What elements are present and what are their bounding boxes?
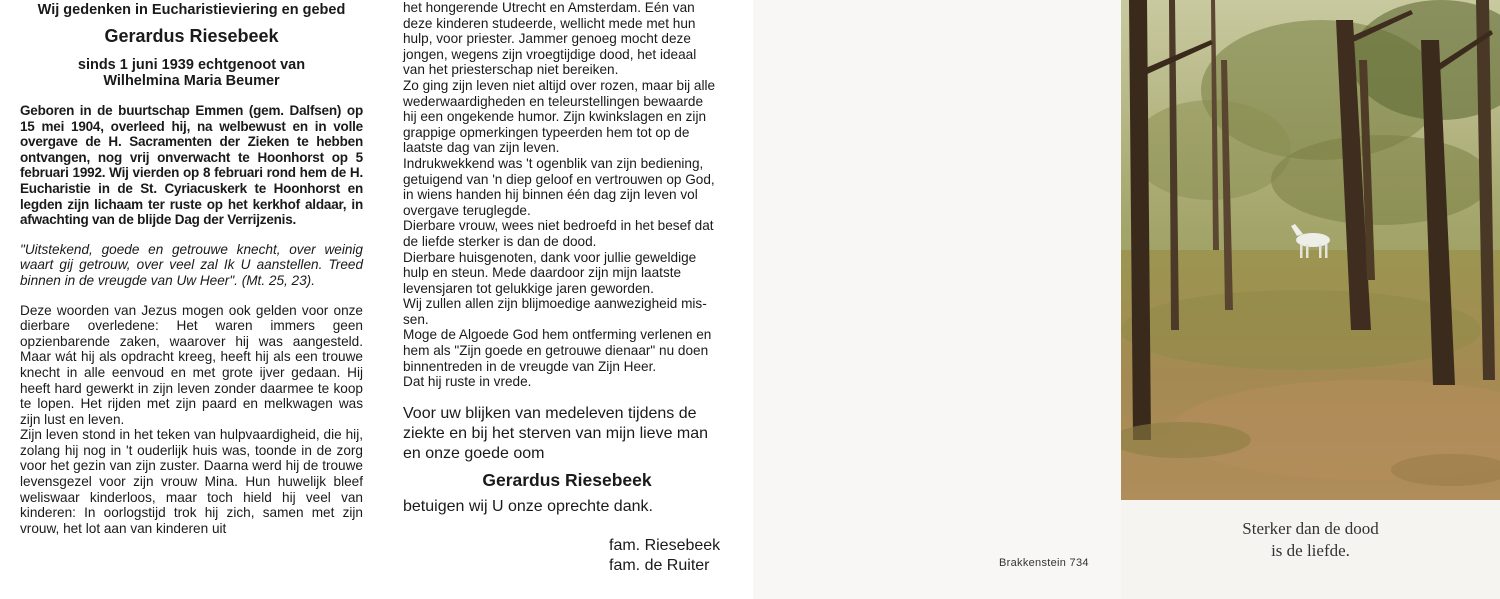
thanks-line-2: ziekte en bij het sterven van mijn lieve man (403, 424, 709, 442)
eulogy-line: grappige opmerkingen typeerden hem tot op de (403, 124, 690, 140)
bible-quote: "Uitstekend, goede en getrouwe knecht, over weinig waart gij getrouw, over veel zal Ik U aanstellen. Treed binnen in de vreugde van Uw Heer". (Mt. 25, 23). (20, 241, 363, 288)
eulogy-line: Dierbare huisgenoten, dank voor jullie geweldige (403, 249, 697, 265)
eulogy-line: getuigend van 'n diep geloof en vertrouwen op God, (403, 171, 715, 187)
eulogy-line: hulp, voor priester. Jammer genoeg mocht deze (403, 31, 691, 47)
eulogy-line: de liefde sterker is dan de dood. (403, 233, 597, 249)
eulogy-line: Indrukwekkend was 't ogenblik van zijn bediening, (403, 155, 704, 171)
thanks-closing: betuigen wij U onze oprechte dank. (403, 497, 653, 515)
card-panel-front (1121, 0, 1500, 599)
eulogy-line: Moge de Algoede God hem ontferming verlenen en (403, 327, 712, 343)
eulogy-line: jongen, wegens zijn vroegtijdige dood, het ideaal (403, 46, 697, 62)
deceased-name: Gerardus Riesebeek (104, 26, 279, 46)
eulogy-line: hij een ongekende humor. Zijn kwinkslagen en zijn (403, 109, 707, 125)
eulogy-paragraph-2: Zijn leven stond in het teken van hulpvaardigheid, die hij, zolang hij nog in 't ouderlijk huis was, toonde in de zorg voor het gezin van zijn zuster. Daarna werd hij de trouwe levensgezel voor zijn vrouw Mina. Hun huwelijk bleef weliswaar kinderloos, maar toch hield hij veel van kinderen: In oorlogstijd trok hij zich, samen met zijn vrouw, het lot aan van kinderen uit (20, 427, 363, 536)
thanks-text (403, 404, 731, 464)
eulogy-line: wederwaardigheden en teleurstellingen bewaarde (403, 93, 704, 109)
marriage-line-2: Wilhelmina Maria Beumer (103, 73, 280, 89)
family-name-1: fam. Riesebeek (609, 537, 721, 554)
card-panel-middle (375, 0, 753, 599)
eulogy-line: het hongerende Utrecht en Amsterdam. Eén van (403, 0, 695, 15)
memorial-header: Wij gedenken in Eucharistieviering en gebed (37, 2, 346, 18)
thanks-line-1: Voor uw blijken van medeleven tijdens de (403, 404, 697, 422)
eulogy-paragraph-1: Deze woorden van Jezus mogen ook gelden voor onze dierbare overledene: Het waren immers geen opzienbarende zaken, waarover hij was aangesteld. Maar wát hij als opdracht kreeg, heeft hij als een trouwe knecht in alle eenvoud en met grote ijver gedaan. Hij heeft hard gewerkt in zijn leven zonder daarmee te koop te lopen. Het rijden met zijn paard en melkwagen was zijn lust en leven. (20, 302, 363, 427)
biography-paragraph: Geboren in de buurtschap Emmen (gem. Dalfsen) op 15 mei 1904, overleed hij, na welbewust en in volle overgave de H. Sacramenten der Zieken te hebben ontvangen, nog vrij onverwacht te Hoonhorst op 5 februari 1992. Wij vierden op 8 februari rond hem de H. Eucharistie in de St. Cyriacuskerk te Hoonhorst en legden zijn lichaam ter ruste op het kerkhof aldaar, in afwachting van de blijde Dag der Verrijzenis. (20, 103, 363, 228)
thanks-line-3: en onze goede oom (403, 444, 545, 462)
family-name-2: fam. de Ruiter (609, 557, 710, 574)
eulogy-line: overgave teruglegde. (403, 202, 531, 218)
caption-line-2: is de liefde. (1271, 541, 1350, 560)
eulogy-line: laatste dag van zijn leven. (403, 140, 560, 156)
card-panel-left (0, 0, 375, 599)
eulogy-line: hulp en steun. Mede daardoor zijn mijn laatste (403, 265, 682, 281)
card-panel-back (753, 0, 1121, 599)
eulogy-line: Wij zullen allen zijn blijmoedige aanwezigheid mis- (403, 296, 707, 312)
deceased-name-repeat: Gerardus Riesebeek (482, 469, 652, 490)
forest-horse-photo (1121, 0, 1500, 500)
eulogy-line: levensjaren tot gelukkige jaren geworden. (403, 280, 654, 296)
eulogy-line: deze kinderen studeerde, wellicht mede met hun (403, 15, 696, 31)
eulogy-line: Dierbare vrouw, wees niet bedroefd in het besef dat (403, 218, 714, 234)
eulogy-line: in wiens handen hij binnen één dag zijn leven vol (403, 187, 698, 203)
eulogy-line: Dat hij ruste in vrede. (403, 374, 532, 390)
eulogy-line: sen. (403, 311, 429, 327)
publisher-mark: Brakkenstein 734 (999, 557, 1089, 569)
eulogy-line: binnentreden in de vreugde van Zijn Heer. (403, 358, 657, 374)
eulogy-continued (403, 0, 731, 390)
eulogy-line: Zo ging zijn leven niet altijd over rozen, maar bij alle (403, 77, 716, 93)
caption-line-1: Sterker dan de dood (1242, 519, 1379, 538)
eulogy-line: hem als "Zijn goede en getrouwe dienaar" nu doen (403, 343, 709, 359)
photo-caption (1121, 518, 1500, 562)
family-signature (609, 536, 720, 576)
marriage-line-1: sinds 1 juni 1939 echtgenoot van (77, 57, 306, 73)
eulogy-line: van het priesterschap niet bereiken. (403, 62, 619, 78)
